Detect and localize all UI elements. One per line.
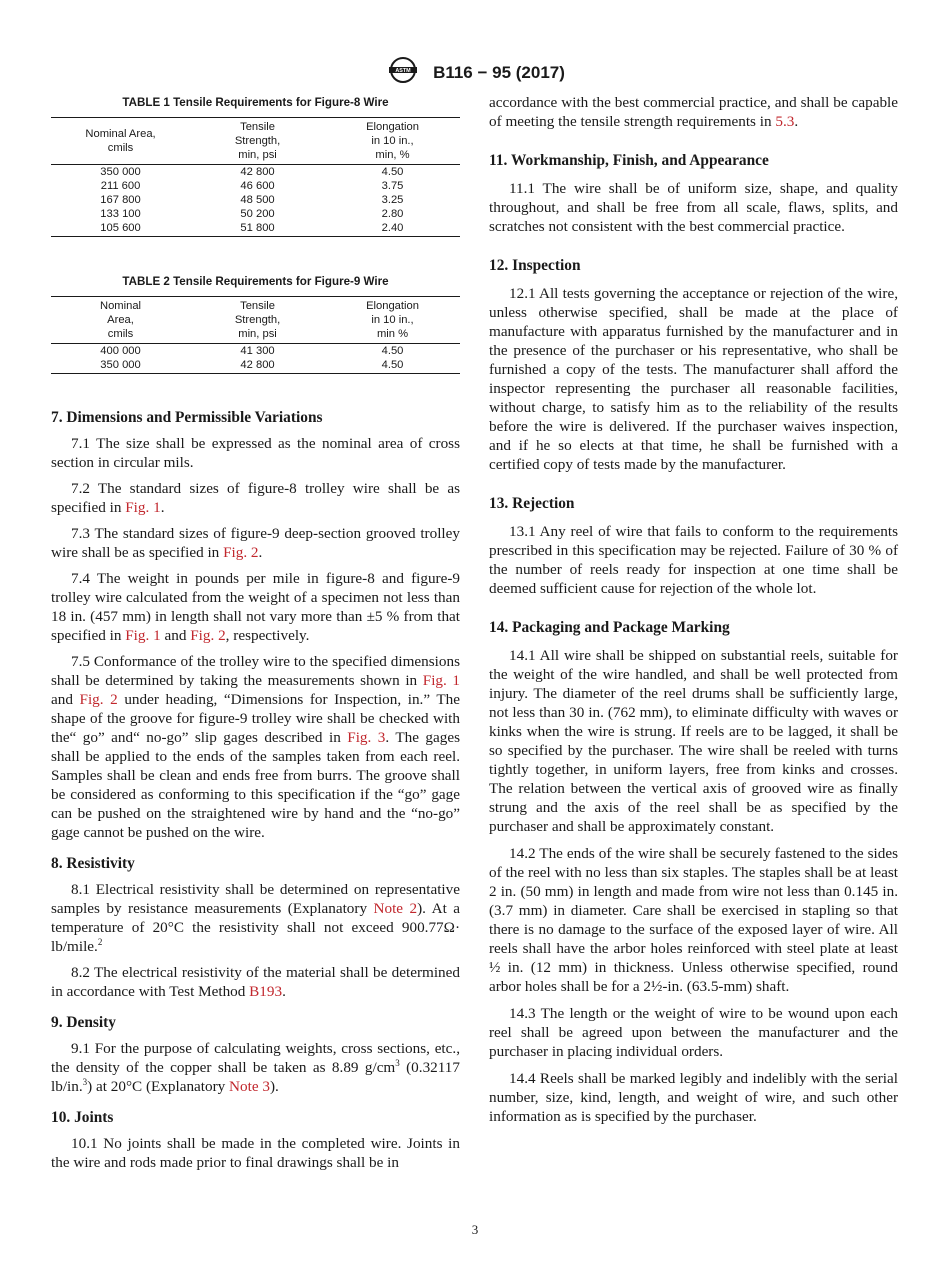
note-3-link[interactable]: Note 3: [229, 1078, 270, 1095]
table-row: 105 600 51 800 2.40: [51, 221, 460, 237]
table-row: 350 000 42 800 4.50: [51, 358, 460, 374]
astm-logo-icon: [385, 56, 421, 89]
table-row: 133 100 50 200 2.80: [100, 208, 404, 220]
table2-col-header: Nominal Area, cmils: [51, 297, 190, 344]
table2-col-header: Tensile Strength, min, psi: [190, 297, 325, 344]
note-2-link[interactable]: Note 2: [373, 900, 418, 917]
table2-header-row: [51, 297, 460, 344]
paragraph-9-1: 9.1 For the purpose of calculating weights, cross sections, etc., the density of the copper shall be taken as 8.89 $g/cm^3$ (0.32117 lb/in.$^3$) at 20°C (Explanatory Note 3).: [51, 1040, 460, 1095]
fig-2-link[interactable]: Fig. 2: [190, 627, 226, 644]
right-column: [489, 93, 898, 1126]
fig-1-link[interactable]: Fig. 1: [125, 499, 161, 516]
table1-header-row: [51, 118, 460, 165]
section-7-heading: 7. Dimensions and Permissible Variations: [51, 409, 323, 426]
section-11-heading: 11. Workmanship, Finish, and Appearance: [489, 152, 769, 169]
paragraph-10-1: 10.1 No joints shall be made in the completed wire. Joints in the wire and rods made prior to final drawings shall be in: [51, 1135, 460, 1171]
fig-3-link[interactable]: Fig. 3: [347, 729, 386, 746]
paragraph-10-1-continued: accordance with the best commercial practice, and shall be capable of meeting the tensile strength requirements in 5.3.: [489, 94, 898, 130]
table1-col-header: Nominal Area, cmils: [51, 118, 190, 165]
table-row: 400 000 41 300 4.50: [100, 345, 404, 357]
paragraph-7-2: 7.2 The standard sizes of figure-8 trolley wire shall be as specified in Fig. 1.: [51, 480, 460, 516]
table2-col-header: Elongation in 10 in., min %: [325, 297, 460, 344]
document-designation: B116 − 95 (2017): [433, 62, 565, 82]
paragraph-7-5: 7.5 Conformance of the trolley wire to the specified dimensions shall be determined by taking the measurements shown in Fig. 1 and Fig. 2 under heading, “Dimensions for Inspection, in.” The shape of the groove for figure-9 trolley wire shall be checked with the“ go” and“ no-go” slip gages described in Fig. 3. The gages shall be applied to the ends of the samples taken from each reel. Samples shall be clean and ends free from burrs. The groove shall be considered as conforming to this specification if the “go” gage can be pushed on the straightened wire by hand and the “no-go” gage cannot be pushed on the wire.: [51, 653, 461, 841]
section-14-heading: 14. Packaging and Package Marking: [489, 619, 730, 636]
table1-col-header: Elongation in 10 in., min, %: [325, 118, 460, 165]
table2-title: TABLE 2 Tensile Requirements for Figure-9 Wire: [122, 275, 389, 288]
fig-2-link[interactable]: Fig. 2: [79, 691, 118, 708]
table-row: 167 800 48 500 3.25: [100, 194, 404, 206]
paragraph-7-3: 7.3 The standard sizes of figure-9 deep-section grooved trolley wire shall be as specified in Fig. 2.: [51, 525, 460, 561]
table-row: 211 600 46 600 3.75: [100, 180, 404, 192]
section-8-heading: 8. Resistivity: [51, 855, 135, 872]
section-5-3-link[interactable]: 5.3: [775, 113, 795, 130]
section-13-heading: 13. Rejection: [489, 495, 575, 512]
table-row: 350 000 42 800 4.50: [100, 166, 404, 178]
section-9-heading: 9. Density: [51, 1014, 116, 1031]
paragraph-14-4: 14.4 Reels shall be marked legibly and indelibly with the serial number, size, kind, length, and weight of wire, and such other information as is specified by the purchaser.: [489, 1070, 898, 1125]
b193-link[interactable]: B193: [249, 983, 283, 1000]
paragraph-11-1: 11.1 The wire shall be of uniform size, shape, and quality throughout, and shall be free from all scale, flaws, splits, and scratches not consistent with the best commercial practice.: [489, 180, 898, 235]
table1-title: TABLE 1 Tensile Requirements for Figure-8 Wire: [122, 96, 389, 109]
paragraph-13-1: 13.1 Any reel of wire that fails to conform to the requirements prescribed in this specification may be rejected. Failure of 30 % of the number of reels ready for inspection at one time shall be deemed sufficient cause for rejection of the whole lot.: [489, 523, 898, 597]
paragraph-14-1: 14.1 All wire shall be shipped on substantial reels, suitable for the weight of the wire handled, and shall be well protected from injury. The diameter of the reel drums shall be sufficiently large, not less than 30 in. (762 mm), to eliminate difficulty with waves or kinks when the wire is strung. If reels are to be lagged, it shall be so specified by the purchaser. The wire shall be reeled with turns tightly together, in uniform layers, free from kinks and crosses. The relation between the vertical axis of grooved wire as finally strung and the axis of the reel shall be as specified by the purchaser and shall be approximately constant.: [489, 647, 898, 835]
table1-col-header: Tensile Strength, min, psi: [190, 118, 325, 165]
left-column: [51, 93, 460, 1172]
fig-1-link[interactable]: Fig. 1: [125, 627, 161, 644]
paragraph-7-4: 7.4 The weight in pounds per mile in figure-8 and figure-9 trolley wire calculated from the weight of a specimen not less than 18 in. (457 mm) in length shall not vary more than ±5 % from that specified in Fig. 1 and Fig. 2, respectively.: [51, 570, 460, 644]
astm-logo-text: ASTM: [395, 68, 411, 75]
paragraph-14-3: 14.3 The length or the weight of wire to be wound upon each reel shall be agreed upon between the manufacturer and the purchaser in placing individual orders.: [489, 1005, 898, 1060]
fig-1-link[interactable]: Fig. 1: [422, 672, 460, 689]
section-10-heading: 10. Joints: [51, 1109, 114, 1126]
paragraph-8-1: 8.1 Electrical resistivity shall be determined on representative samples by resistance measurements (Explanatory Note 2). At a temperature of 20°C the resistivity shall not exceed 900.77Ω· lb/mile.$^2$: [51, 881, 460, 955]
table1: [51, 117, 460, 237]
paragraph-7-1: 7.1 The size shall be expressed as the nominal area of cross section in circular mils.: [51, 435, 460, 471]
footnote-2-marker: 2: [97, 936, 103, 947]
fig-2-link[interactable]: Fig. 2: [223, 544, 259, 561]
section-12-heading: 12. Inspection: [489, 257, 581, 274]
paragraph-8-2: 8.2 The electrical resistivity of the material shall be determined in accordance with Test Method B193.: [51, 964, 460, 1000]
page-header: [0, 56, 950, 84]
page-number: 3: [471, 1222, 479, 1237]
paragraph-12-1: 12.1 All tests governing the acceptance or rejection of the wire, unless otherwise specified, shall be made at the place of manufacture with apparatus furnished by the manufacturer and in the presence of the purchaser or his representative, who shall be furnished a copy of the tests. The manufacturer shall afford the inspector representing the purchaser all reasonable facilities, without charge, to satisfy him as to the reliability of the results before the wire is delivered. If the purchaser waives inspection, and if he so elects at that time, he shall be furnished with a certified copy of tests made by the manufacturer.: [489, 285, 898, 473]
paragraph-14-2: 14.2 The ends of the wire shall be securely fastened to the sides of the reel with no less than six staples. The staples shall be at least 2 in. (50 mm) in length and made from wire not less than 0.145 in. (3.7 mm) in diameter. Care shall be exercised in stapling so that there is no damage to the surface of the exposed layer of wire. All reels shall have the arbor holes reinforced with steel plate at least ½ in. (12 mm) in thickness. Unless otherwise specified, round arbor holes shall be for a 2½-in. (63.5-mm) shaft.: [489, 845, 898, 995]
table2: [51, 296, 460, 374]
